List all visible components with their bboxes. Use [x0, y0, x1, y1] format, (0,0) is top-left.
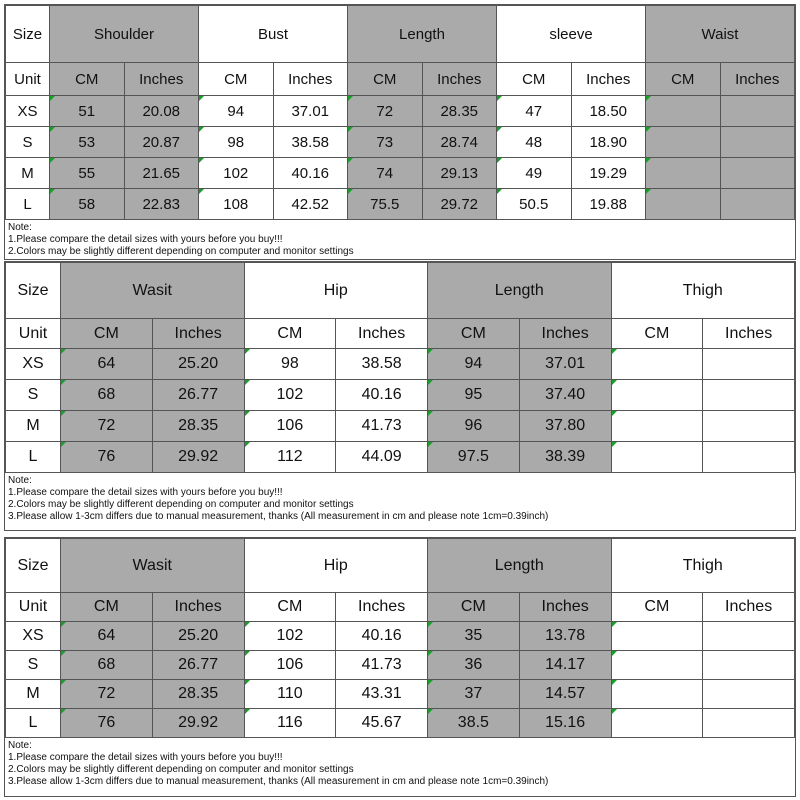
size-header: Size: [6, 6, 50, 63]
value-cell: 76: [61, 442, 153, 473]
unit-inches: Inches: [152, 319, 244, 349]
value-cell: [720, 189, 795, 220]
group-header-sleeve: sleeve: [497, 6, 646, 63]
group-header-waist: Waist: [646, 6, 795, 63]
size-cell: M: [6, 411, 61, 442]
value-cell: [703, 651, 795, 680]
group-header-length: Length: [428, 539, 612, 593]
value-cell: [703, 380, 795, 411]
value-cell: 28.35: [422, 96, 497, 127]
value-cell: 106: [244, 651, 336, 680]
value-cell: [611, 411, 703, 442]
note-line: Note:: [8, 475, 32, 486]
value-cell: [703, 411, 795, 442]
value-cell: [703, 442, 795, 473]
table-row: [6, 189, 795, 220]
value-cell: 98: [244, 349, 336, 380]
value-cell: 40.16: [336, 380, 428, 411]
table-row: [6, 442, 795, 473]
value-cell: [646, 127, 721, 158]
value-cell: 38.58: [273, 127, 348, 158]
unit-inches: Inches: [152, 593, 244, 622]
value-cell: 73: [348, 127, 423, 158]
unit-cm: CM: [611, 593, 703, 622]
value-cell: [646, 96, 721, 127]
value-cell: 64: [61, 622, 153, 651]
value-cell: 29.92: [152, 709, 244, 738]
value-cell: 26.77: [152, 380, 244, 411]
value-cell: 53: [50, 127, 125, 158]
value-cell: 98: [199, 127, 274, 158]
value-cell: 37.40: [519, 380, 611, 411]
table-row: [6, 127, 795, 158]
note-line: Note:: [8, 740, 32, 751]
value-cell: 47: [497, 96, 572, 127]
group-header-wasit: Wasit: [61, 263, 245, 319]
value-cell: 21.65: [124, 158, 199, 189]
value-cell: 102: [244, 622, 336, 651]
size-cell: S: [6, 651, 61, 680]
value-cell: 50.5: [497, 189, 572, 220]
value-cell: 108: [199, 189, 274, 220]
value-cell: 38.5: [428, 709, 520, 738]
value-cell: 94: [428, 349, 520, 380]
unit-cm: CM: [244, 593, 336, 622]
value-cell: 106: [244, 411, 336, 442]
unit-header: Unit: [6, 593, 61, 622]
unit-header: Unit: [6, 63, 50, 96]
size-chart-top: [4, 4, 796, 260]
value-cell: 19.29: [571, 158, 646, 189]
value-cell: 13.78: [519, 622, 611, 651]
value-cell: 36: [428, 651, 520, 680]
value-cell: 40.16: [336, 622, 428, 651]
value-cell: 18.90: [571, 127, 646, 158]
size-header: Size: [6, 263, 61, 319]
value-cell: 97.5: [428, 442, 520, 473]
value-cell: 14.17: [519, 651, 611, 680]
value-cell: [720, 96, 795, 127]
value-cell: 68: [61, 380, 153, 411]
unit-inches: Inches: [571, 63, 646, 96]
note-line: Note:: [8, 222, 32, 233]
value-cell: 28.35: [152, 411, 244, 442]
value-cell: 29.92: [152, 442, 244, 473]
value-cell: [703, 622, 795, 651]
unit-header: Unit: [6, 319, 61, 349]
group-header-shoulder: Shoulder: [50, 6, 199, 63]
unit-cm: CM: [61, 319, 153, 349]
value-cell: [611, 651, 703, 680]
unit-cm: CM: [199, 63, 274, 96]
size-header: Size: [6, 539, 61, 593]
value-cell: [611, 380, 703, 411]
unit-cm: CM: [348, 63, 423, 96]
value-cell: 26.77: [152, 651, 244, 680]
note-block: [5, 738, 795, 797]
table-row: [6, 349, 795, 380]
unit-cm: CM: [611, 319, 703, 349]
value-cell: 95: [428, 380, 520, 411]
unit-cm: CM: [497, 63, 572, 96]
note-line: 1.Please compare the detail sizes with yours before you buy!!!: [8, 487, 283, 498]
unit-inches: Inches: [422, 63, 497, 96]
note-line: 1.Please compare the detail sizes with yours before you buy!!!: [8, 752, 283, 763]
value-cell: 110: [244, 680, 336, 709]
value-cell: [720, 127, 795, 158]
unit-inches: Inches: [519, 593, 611, 622]
table-row: [6, 96, 795, 127]
value-cell: 29.13: [422, 158, 497, 189]
value-cell: 58: [50, 189, 125, 220]
note-block: [5, 473, 795, 531]
value-cell: [611, 709, 703, 738]
value-cell: 37.01: [273, 96, 348, 127]
value-cell: 25.20: [152, 349, 244, 380]
note-line: 2.Colors may be slightly different depending on computer and monitor settings: [8, 764, 354, 775]
note-block: [5, 220, 795, 257]
unit-inches: Inches: [124, 63, 199, 96]
unit-inches: Inches: [703, 593, 795, 622]
table-row: [6, 622, 795, 651]
value-cell: 28.74: [422, 127, 497, 158]
value-cell: 75.5: [348, 189, 423, 220]
value-cell: [611, 349, 703, 380]
value-cell: 18.50: [571, 96, 646, 127]
value-cell: [611, 622, 703, 651]
table-row: [6, 158, 795, 189]
size-cell: M: [6, 680, 61, 709]
size-cell: XS: [6, 349, 61, 380]
value-cell: [646, 189, 721, 220]
value-cell: 20.87: [124, 127, 199, 158]
group-header-length: Length: [348, 6, 497, 63]
unit-cm: CM: [61, 593, 153, 622]
value-cell: 102: [244, 380, 336, 411]
size-cell: S: [6, 127, 50, 158]
value-cell: 68: [61, 651, 153, 680]
unit-inches: Inches: [336, 593, 428, 622]
unit-cm: CM: [428, 593, 520, 622]
note-line: 3.Please allow 1-3cm differs due to manual measurement, thanks (All measurement in cm and please note 1cm=0.39inch): [8, 511, 549, 522]
value-cell: 41.73: [336, 411, 428, 442]
table-row: [6, 380, 795, 411]
size-table: [5, 5, 795, 220]
value-cell: 37.80: [519, 411, 611, 442]
value-cell: [646, 158, 721, 189]
table-row: [6, 680, 795, 709]
value-cell: 44.09: [336, 442, 428, 473]
value-cell: 64: [61, 349, 153, 380]
value-cell: [720, 158, 795, 189]
value-cell: 55: [50, 158, 125, 189]
unit-inches: Inches: [336, 319, 428, 349]
value-cell: 41.73: [336, 651, 428, 680]
value-cell: 116: [244, 709, 336, 738]
value-cell: [611, 680, 703, 709]
group-header-length: Length: [428, 263, 612, 319]
value-cell: 72: [61, 411, 153, 442]
value-cell: 72: [61, 680, 153, 709]
value-cell: 40.16: [273, 158, 348, 189]
size-chart-middle: [4, 261, 796, 531]
group-header-hip: Hip: [244, 539, 428, 593]
value-cell: 72: [348, 96, 423, 127]
value-cell: 28.35: [152, 680, 244, 709]
note-line: 2.Colors may be slightly different depending on computer and monitor settings: [8, 499, 354, 510]
size-chart-bottom: [4, 537, 796, 797]
value-cell: 51: [50, 96, 125, 127]
value-cell: 35: [428, 622, 520, 651]
unit-inches: Inches: [519, 319, 611, 349]
size-cell: L: [6, 709, 61, 738]
group-header-wasit: Wasit: [61, 539, 245, 593]
value-cell: [703, 349, 795, 380]
value-cell: 112: [244, 442, 336, 473]
value-cell: [611, 442, 703, 473]
value-cell: 15.16: [519, 709, 611, 738]
value-cell: 76: [61, 709, 153, 738]
value-cell: 49: [497, 158, 572, 189]
size-cell: L: [6, 189, 50, 220]
value-cell: 102: [199, 158, 274, 189]
value-cell: 37: [428, 680, 520, 709]
value-cell: 25.20: [152, 622, 244, 651]
unit-cm: CM: [428, 319, 520, 349]
value-cell: 96: [428, 411, 520, 442]
size-cell: M: [6, 158, 50, 189]
note-line: 1.Please compare the detail sizes with yours before you buy!!!: [8, 234, 283, 245]
size-table: [5, 262, 795, 473]
size-cell: XS: [6, 622, 61, 651]
unit-inches: Inches: [703, 319, 795, 349]
value-cell: 37.01: [519, 349, 611, 380]
group-header-thigh: Thigh: [611, 263, 795, 319]
value-cell: 22.83: [124, 189, 199, 220]
unit-cm: CM: [50, 63, 125, 96]
value-cell: [703, 709, 795, 738]
note-line: 2.Colors may be slightly different depending on computer and monitor settings: [8, 246, 354, 257]
group-header-bust: Bust: [199, 6, 348, 63]
note-line: 3.Please allow 1-3cm differs due to manual measurement, thanks (All measurement in cm and please note 1cm=0.39inch): [8, 776, 549, 787]
unit-cm: CM: [244, 319, 336, 349]
table-row: [6, 709, 795, 738]
size-cell: S: [6, 380, 61, 411]
value-cell: 38.39: [519, 442, 611, 473]
group-header-hip: Hip: [244, 263, 428, 319]
size-cell: XS: [6, 96, 50, 127]
table-row: [6, 651, 795, 680]
value-cell: 43.31: [336, 680, 428, 709]
value-cell: 29.72: [422, 189, 497, 220]
unit-cm: CM: [646, 63, 721, 96]
value-cell: 94: [199, 96, 274, 127]
group-header-thigh: Thigh: [611, 539, 795, 593]
size-table: [5, 538, 795, 738]
value-cell: [703, 680, 795, 709]
unit-inches: Inches: [720, 63, 795, 96]
size-cell: L: [6, 442, 61, 473]
value-cell: 45.67: [336, 709, 428, 738]
value-cell: 14.57: [519, 680, 611, 709]
value-cell: 19.88: [571, 189, 646, 220]
value-cell: 48: [497, 127, 572, 158]
unit-inches: Inches: [273, 63, 348, 96]
value-cell: 74: [348, 158, 423, 189]
table-row: [6, 411, 795, 442]
value-cell: 38.58: [336, 349, 428, 380]
value-cell: 20.08: [124, 96, 199, 127]
value-cell: 42.52: [273, 189, 348, 220]
